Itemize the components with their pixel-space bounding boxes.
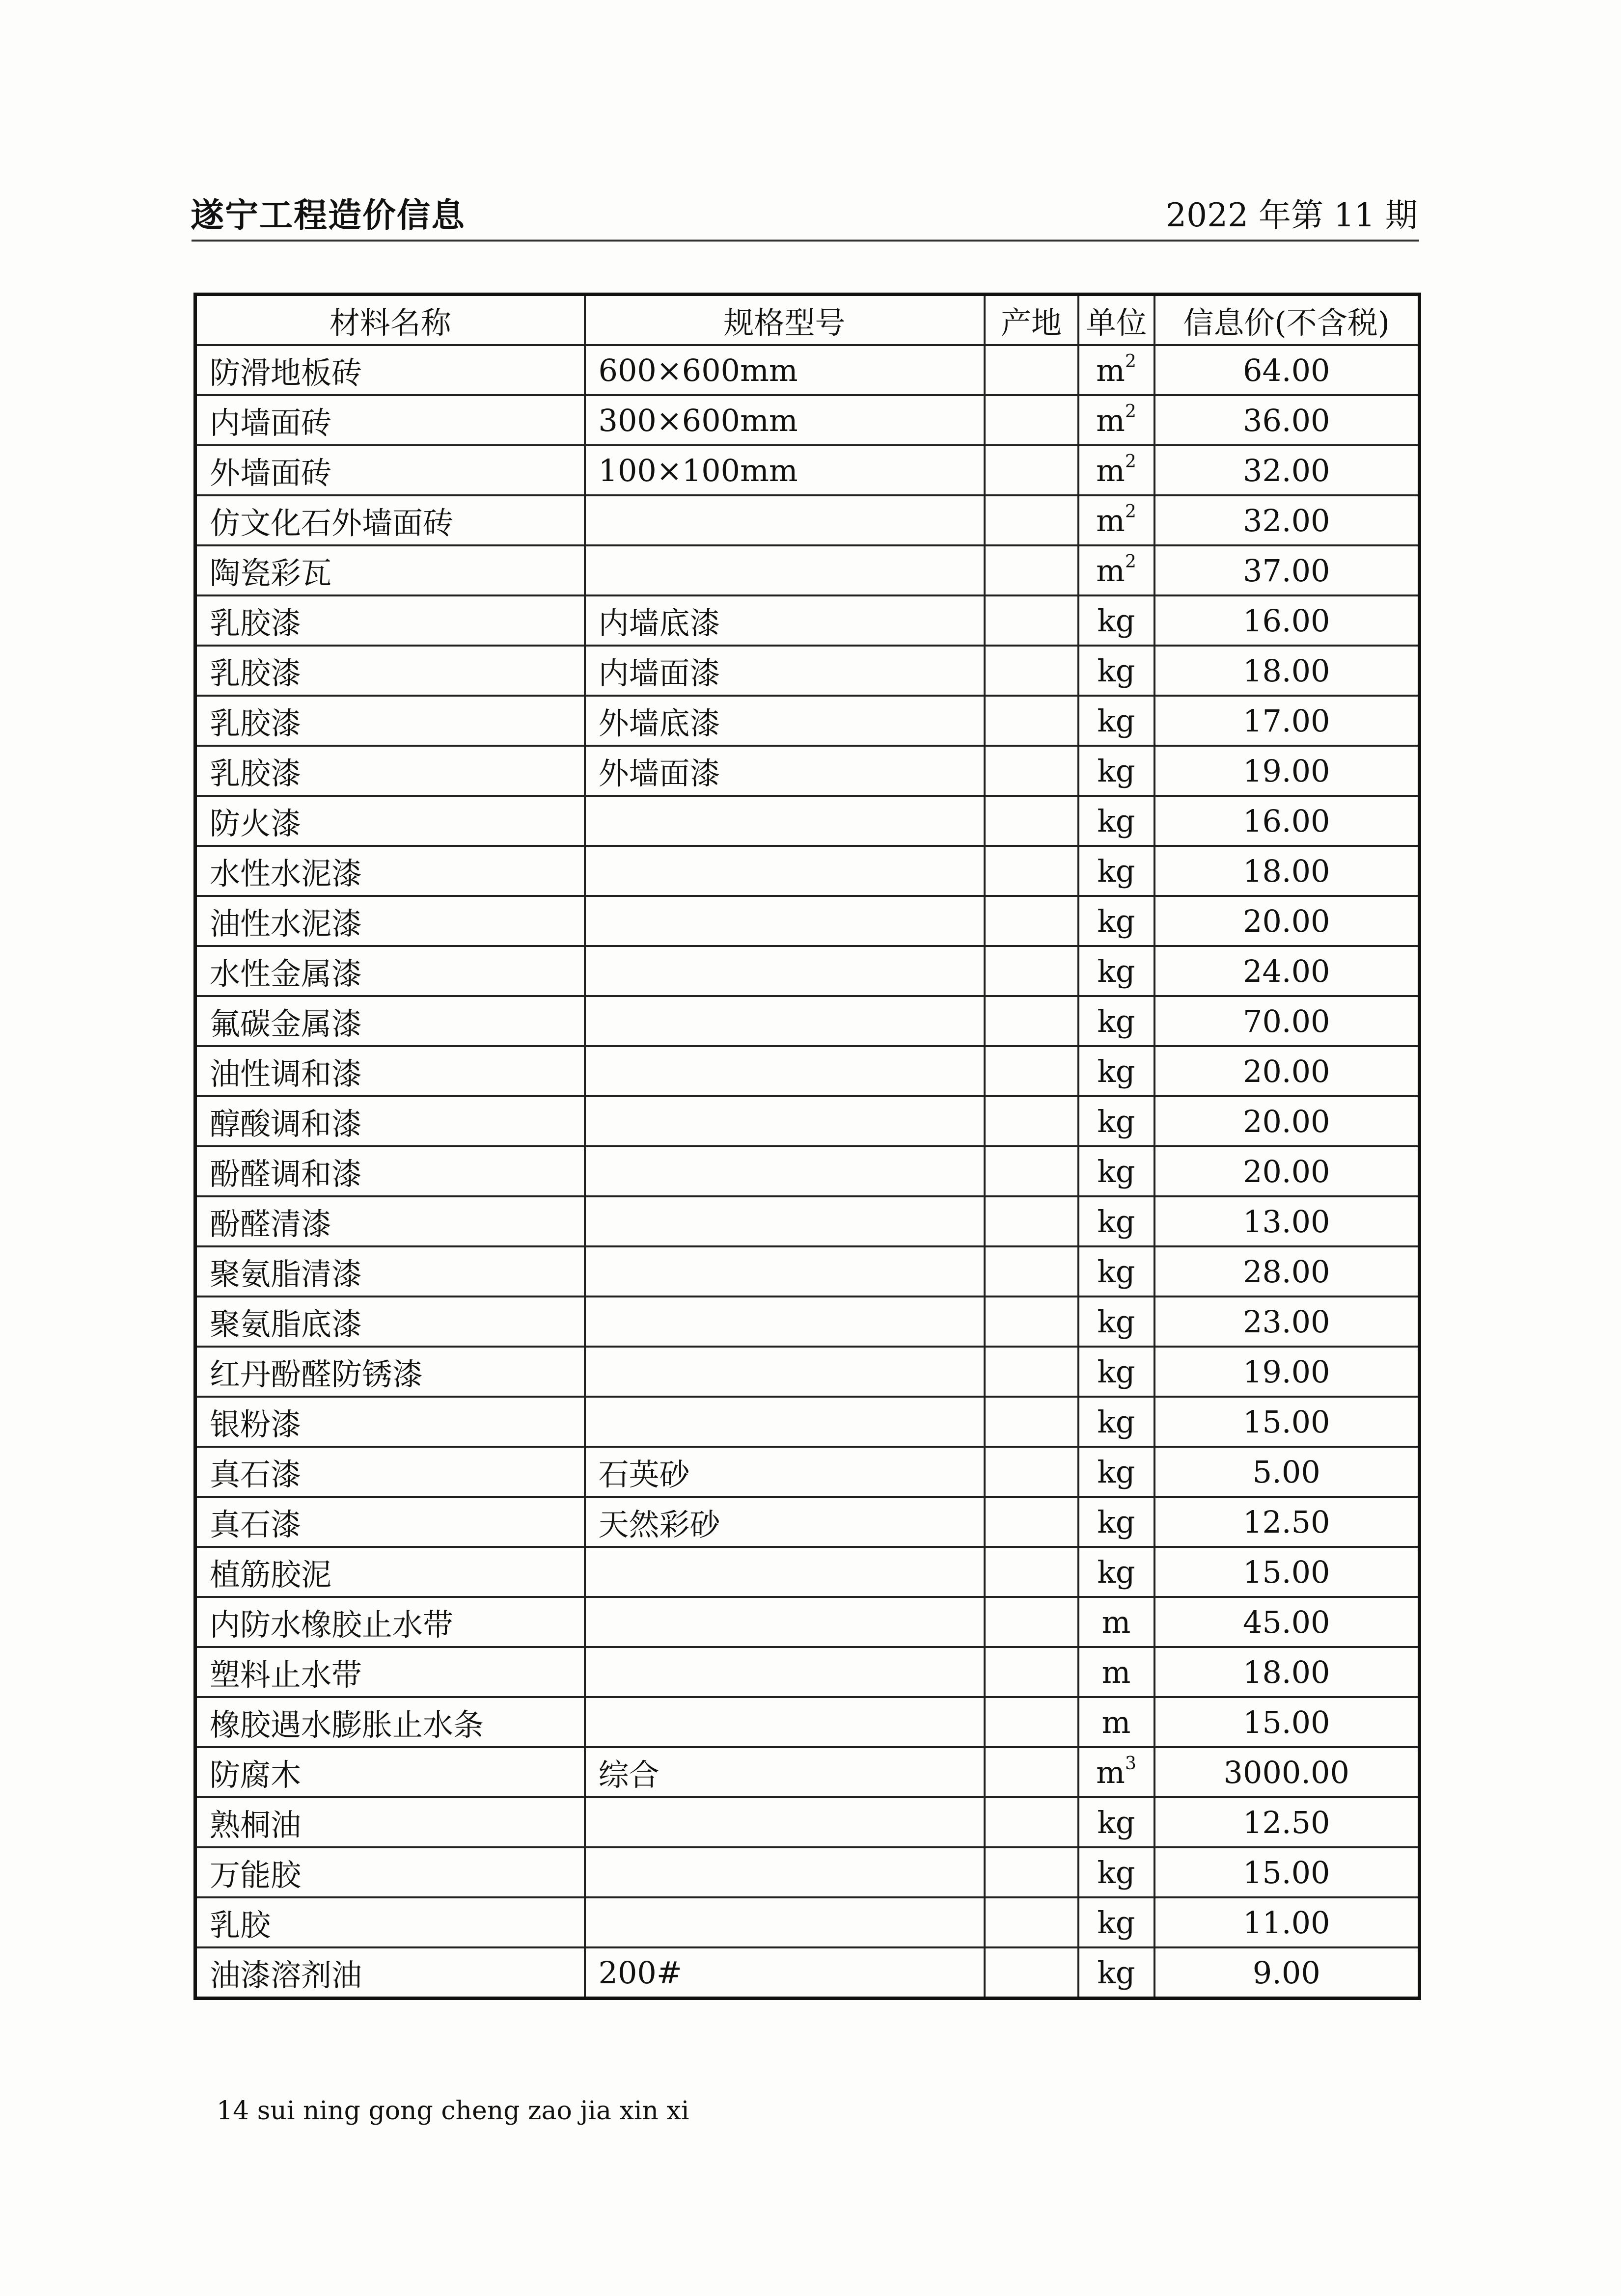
table-row <box>195 996 1420 1046</box>
material-unit <box>1078 1347 1154 1397</box>
unit-text: kg <box>1097 1103 1135 1139</box>
table-row <box>195 646 1420 696</box>
unit-exponent: 2 <box>1125 451 1136 472</box>
table-row <box>195 1096 1420 1146</box>
material-name: 防滑地板砖 <box>195 345 585 395</box>
material-name: 防腐木 <box>195 1747 585 1797</box>
column-header-price: 信息价(不含税) <box>1154 295 1420 346</box>
material-unit <box>1078 1547 1154 1597</box>
unit-text: kg <box>1097 953 1135 989</box>
unit-text: kg <box>1097 1404 1135 1440</box>
material-name: 真石漆 <box>195 1497 585 1547</box>
material-price: 20.00 <box>1154 1146 1420 1196</box>
material-price: 13.00 <box>1154 1196 1420 1246</box>
material-spec: 天然彩砂 <box>585 1497 985 1547</box>
material-origin <box>985 1196 1078 1246</box>
unit-text: kg <box>1097 702 1135 739</box>
material-unit <box>1078 1947 1154 1999</box>
material-name: 真石漆 <box>195 1447 585 1497</box>
unit-text: kg <box>1097 853 1135 889</box>
material-name: 植筋胶泥 <box>195 1547 585 1597</box>
material-origin <box>985 1397 1078 1447</box>
material-spec <box>585 796 985 846</box>
material-unit <box>1078 545 1154 595</box>
material-unit <box>1078 1046 1154 1096</box>
material-price: 64.00 <box>1154 345 1420 395</box>
material-name: 红丹酚醛防锈漆 <box>195 1347 585 1397</box>
material-origin <box>985 896 1078 946</box>
unit-text: m <box>1101 1654 1131 1690</box>
material-unit <box>1078 746 1154 796</box>
table-row <box>195 1246 1420 1297</box>
unit-text: kg <box>1097 903 1135 939</box>
material-price: 20.00 <box>1154 1046 1420 1096</box>
material-spec <box>585 996 985 1046</box>
unit-text: kg <box>1097 1253 1135 1290</box>
material-name: 乳胶 <box>195 1897 585 1947</box>
material-unit <box>1078 445 1154 495</box>
material-price: 9.00 <box>1154 1947 1420 1999</box>
material-unit <box>1078 946 1154 996</box>
material-name: 外墙面砖 <box>195 445 585 495</box>
material-origin <box>985 946 1078 996</box>
material-spec <box>585 1397 985 1447</box>
material-spec: 300×600mm <box>585 395 985 445</box>
unit-exponent: 2 <box>1125 351 1136 372</box>
material-price: 16.00 <box>1154 796 1420 846</box>
material-unit <box>1078 1897 1154 1947</box>
column-header-unit: 单位 <box>1078 295 1154 346</box>
material-unit <box>1078 1697 1154 1747</box>
material-origin <box>985 796 1078 846</box>
material-price: 36.00 <box>1154 395 1420 445</box>
material-name: 乳胶漆 <box>195 646 585 696</box>
table-row <box>195 1647 1420 1697</box>
material-name: 聚氨脂底漆 <box>195 1297 585 1347</box>
unit-text: m <box>1101 1704 1131 1740</box>
table-row <box>195 946 1420 996</box>
table-row <box>195 1747 1420 1797</box>
table-row <box>195 1597 1420 1647</box>
material-unit <box>1078 1747 1154 1797</box>
material-origin <box>985 1897 1078 1947</box>
unit-text: kg <box>1097 803 1135 839</box>
material-name: 乳胶漆 <box>195 595 585 646</box>
material-spec: 100×100mm <box>585 445 985 495</box>
unit-text: kg <box>1097 1303 1135 1340</box>
material-price: 11.00 <box>1154 1897 1420 1947</box>
material-origin <box>985 1547 1078 1597</box>
material-origin <box>985 395 1078 445</box>
material-origin <box>985 345 1078 395</box>
material-origin <box>985 1297 1078 1347</box>
column-header-spec: 规格型号 <box>585 295 985 346</box>
material-name: 塑料止水带 <box>195 1647 585 1697</box>
material-origin <box>985 1046 1078 1096</box>
material-price: 20.00 <box>1154 896 1420 946</box>
material-spec <box>585 1297 985 1347</box>
table-row <box>195 696 1420 746</box>
material-spec <box>585 545 985 595</box>
material-unit <box>1078 846 1154 896</box>
material-spec <box>585 1597 985 1647</box>
material-price: 15.00 <box>1154 1397 1420 1447</box>
material-unit <box>1078 1647 1154 1697</box>
material-name: 银粉漆 <box>195 1397 585 1447</box>
material-price: 70.00 <box>1154 996 1420 1046</box>
unit-text: kg <box>1097 1804 1135 1840</box>
material-name: 油性调和漆 <box>195 1046 585 1096</box>
unit-text: kg <box>1097 1003 1135 1039</box>
material-name: 油性水泥漆 <box>195 896 585 946</box>
material-price: 16.00 <box>1154 595 1420 646</box>
material-price: 5.00 <box>1154 1447 1420 1497</box>
unit-exponent: 2 <box>1125 401 1136 422</box>
material-spec: 外墙底漆 <box>585 696 985 746</box>
table-row <box>195 1146 1420 1196</box>
material-origin <box>985 1697 1078 1747</box>
unit-text: m <box>1096 552 1125 589</box>
price-table <box>193 293 1421 2000</box>
material-origin <box>985 595 1078 646</box>
material-spec <box>585 1647 985 1697</box>
material-unit <box>1078 1497 1154 1547</box>
material-spec <box>585 1246 985 1297</box>
material-unit <box>1078 1847 1154 1897</box>
column-header-origin: 产地 <box>985 295 1078 346</box>
unit-text: kg <box>1097 1554 1135 1590</box>
material-unit <box>1078 345 1154 395</box>
unit-text: m <box>1096 452 1125 488</box>
table-header-row <box>195 295 1420 346</box>
issue-number: 2022 年第 11 期 <box>1166 196 1418 234</box>
material-unit <box>1078 1297 1154 1347</box>
material-unit <box>1078 1246 1154 1297</box>
material-price: 15.00 <box>1154 1697 1420 1747</box>
material-unit <box>1078 595 1154 646</box>
unit-text: kg <box>1097 753 1135 789</box>
table-row <box>195 1697 1420 1747</box>
material-origin <box>985 495 1078 545</box>
material-name: 防火漆 <box>195 796 585 846</box>
material-spec <box>585 896 985 946</box>
table-row <box>195 796 1420 846</box>
table-row <box>195 896 1420 946</box>
material-name: 油漆溶剂油 <box>195 1947 585 1999</box>
column-header-name: 材料名称 <box>195 295 585 346</box>
unit-text: kg <box>1097 1504 1135 1540</box>
unit-text: kg <box>1097 1454 1135 1490</box>
table-row <box>195 345 1420 395</box>
material-price: 28.00 <box>1154 1246 1420 1297</box>
material-unit <box>1078 896 1154 946</box>
material-price: 45.00 <box>1154 1597 1420 1647</box>
unit-text: m <box>1096 502 1125 539</box>
table-row <box>195 1196 1420 1246</box>
material-name: 醇酸调和漆 <box>195 1096 585 1146</box>
unit-text: kg <box>1097 1153 1135 1189</box>
unit-text: kg <box>1097 1954 1135 1991</box>
unit-text: m <box>1096 402 1125 438</box>
material-name: 水性水泥漆 <box>195 846 585 896</box>
table-row <box>195 1897 1420 1947</box>
unit-exponent: 2 <box>1125 551 1136 572</box>
table-row <box>195 1347 1420 1397</box>
material-unit <box>1078 696 1154 746</box>
table-row <box>195 1397 1420 1447</box>
material-spec <box>585 1196 985 1246</box>
table-row <box>195 545 1420 595</box>
unit-text: kg <box>1097 1053 1135 1089</box>
unit-text: kg <box>1097 1203 1135 1240</box>
material-unit <box>1078 495 1154 545</box>
material-spec <box>585 946 985 996</box>
material-spec <box>585 495 985 545</box>
material-spec <box>585 846 985 896</box>
material-origin <box>985 1096 1078 1146</box>
material-origin <box>985 1797 1078 1847</box>
table-row <box>195 1497 1420 1547</box>
table-row <box>195 1847 1420 1897</box>
material-price: 37.00 <box>1154 545 1420 595</box>
material-price: 15.00 <box>1154 1847 1420 1897</box>
material-spec <box>585 1347 985 1397</box>
unit-text: m <box>1096 352 1125 388</box>
material-unit <box>1078 1397 1154 1447</box>
material-name: 酚醛清漆 <box>195 1196 585 1246</box>
material-name: 陶瓷彩瓦 <box>195 545 585 595</box>
material-price: 19.00 <box>1154 1347 1420 1397</box>
page-footer: 14 sui ning gong cheng zao jia xin xi <box>217 2096 689 2126</box>
material-unit <box>1078 796 1154 846</box>
material-unit <box>1078 996 1154 1046</box>
material-origin <box>985 846 1078 896</box>
table-row <box>195 746 1420 796</box>
table-row <box>195 846 1420 896</box>
unit-text: kg <box>1097 1353 1135 1390</box>
material-spec <box>585 1547 985 1597</box>
material-spec: 内墙底漆 <box>585 595 985 646</box>
material-origin <box>985 696 1078 746</box>
material-name: 氟碳金属漆 <box>195 996 585 1046</box>
unit-text: m <box>1101 1604 1131 1640</box>
material-unit <box>1078 395 1154 445</box>
header-divider <box>192 240 1419 242</box>
material-name: 内防水橡胶止水带 <box>195 1597 585 1647</box>
table-row <box>195 1297 1420 1347</box>
unit-text: kg <box>1097 1854 1135 1891</box>
material-name: 橡胶遇水膨胀止水条 <box>195 1697 585 1747</box>
table-row <box>195 1797 1420 1847</box>
material-origin <box>985 1497 1078 1547</box>
publication-title: 遂宁工程造价信息 <box>191 196 466 235</box>
table-row <box>195 1046 1420 1096</box>
material-spec: 内墙面漆 <box>585 646 985 696</box>
material-unit <box>1078 1597 1154 1647</box>
table-row <box>195 445 1420 495</box>
material-spec <box>585 1146 985 1196</box>
material-price: 12.50 <box>1154 1497 1420 1547</box>
table-row <box>195 1447 1420 1497</box>
material-name: 聚氨脂清漆 <box>195 1246 585 1297</box>
table-row <box>195 595 1420 646</box>
material-origin <box>985 1847 1078 1897</box>
material-origin <box>985 1747 1078 1797</box>
table-row <box>195 495 1420 545</box>
material-origin <box>985 1647 1078 1697</box>
material-price: 18.00 <box>1154 646 1420 696</box>
material-name: 仿文化石外墙面砖 <box>195 495 585 545</box>
material-name: 熟桐油 <box>195 1797 585 1847</box>
material-price: 32.00 <box>1154 445 1420 495</box>
material-origin <box>985 1246 1078 1297</box>
unit-text: kg <box>1097 1904 1135 1941</box>
material-price: 18.00 <box>1154 846 1420 896</box>
material-price: 19.00 <box>1154 746 1420 796</box>
material-spec: 外墙面漆 <box>585 746 985 796</box>
material-spec <box>585 1046 985 1096</box>
material-spec <box>585 1096 985 1146</box>
material-spec <box>585 1897 985 1947</box>
material-spec: 石英砂 <box>585 1447 985 1497</box>
material-origin <box>985 445 1078 495</box>
material-price: 15.00 <box>1154 1547 1420 1597</box>
material-price: 20.00 <box>1154 1096 1420 1146</box>
material-unit <box>1078 1096 1154 1146</box>
table-row <box>195 1947 1420 1999</box>
material-price: 32.00 <box>1154 495 1420 545</box>
material-price: 23.00 <box>1154 1297 1420 1347</box>
material-spec <box>585 1797 985 1847</box>
material-unit <box>1078 1146 1154 1196</box>
material-origin <box>985 545 1078 595</box>
table-row <box>195 1547 1420 1597</box>
material-origin <box>985 646 1078 696</box>
material-spec: 600×600mm <box>585 345 985 395</box>
material-spec: 综合 <box>585 1747 985 1797</box>
unit-text: kg <box>1097 652 1135 689</box>
unit-text: m <box>1096 1754 1125 1790</box>
material-name: 乳胶漆 <box>195 746 585 796</box>
material-unit <box>1078 1447 1154 1497</box>
material-name: 万能胶 <box>195 1847 585 1897</box>
material-name: 乳胶漆 <box>195 696 585 746</box>
material-origin <box>985 1947 1078 1999</box>
material-origin <box>985 1347 1078 1397</box>
unit-exponent: 3 <box>1125 1753 1136 1774</box>
material-spec <box>585 1847 985 1897</box>
material-price: 17.00 <box>1154 696 1420 746</box>
material-unit <box>1078 646 1154 696</box>
material-price: 3000.00 <box>1154 1747 1420 1797</box>
material-price: 12.50 <box>1154 1797 1420 1847</box>
material-origin <box>985 1597 1078 1647</box>
material-unit <box>1078 1196 1154 1246</box>
material-origin <box>985 746 1078 796</box>
material-name: 水性金属漆 <box>195 946 585 996</box>
unit-exponent: 2 <box>1125 501 1136 522</box>
material-name: 内墙面砖 <box>195 395 585 445</box>
material-origin <box>985 996 1078 1046</box>
material-origin <box>985 1447 1078 1497</box>
material-spec <box>585 1697 985 1747</box>
unit-text: kg <box>1097 602 1135 639</box>
material-unit <box>1078 1797 1154 1847</box>
material-origin <box>985 1146 1078 1196</box>
table-row <box>195 395 1420 445</box>
material-spec: 200# <box>585 1947 985 1999</box>
material-price: 18.00 <box>1154 1647 1420 1697</box>
material-name: 酚醛调和漆 <box>195 1146 585 1196</box>
material-price: 24.00 <box>1154 946 1420 996</box>
